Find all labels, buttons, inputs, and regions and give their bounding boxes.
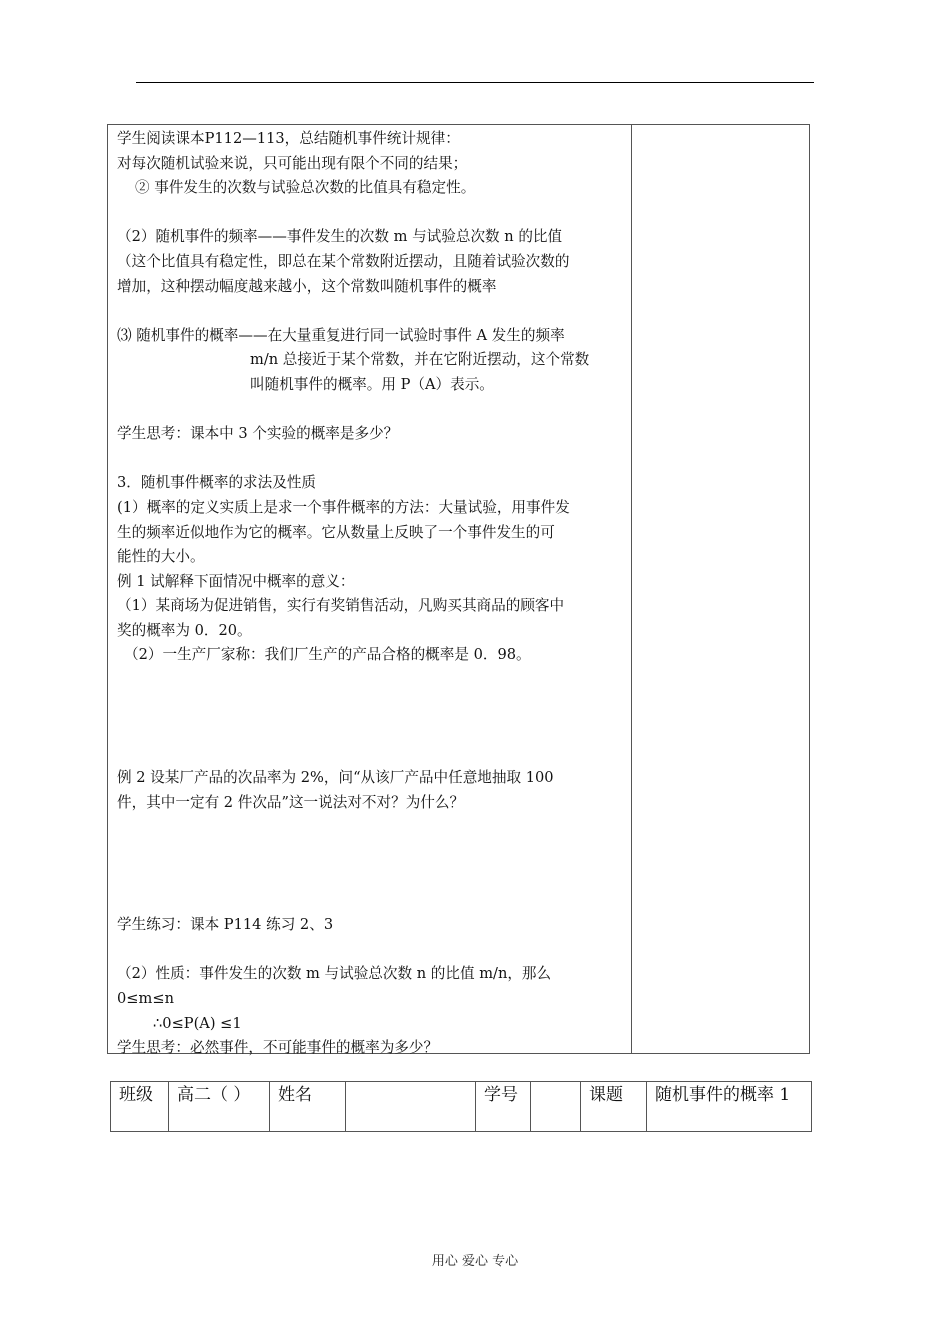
text-line: （这个比值具有稳定性，即总在某个常数附近摆动，且随着试验次数的	[117, 252, 570, 270]
text-line: 例 1 试解释下面情况中概率的意义：	[117, 572, 355, 590]
topic-label: 课题	[581, 1082, 647, 1132]
student-info-table	[110, 1081, 812, 1132]
text-line: 能性的大小。	[117, 548, 205, 566]
text-line: (1）概率的定义实质上是求一个事件概率的方法：大量试验，用事件发	[117, 498, 570, 516]
text-line: 例 2 设某厂产品的次品率为 2%，问“从该厂产品中任意地抽取 100	[117, 769, 554, 787]
text-line: 对每次随机试验来说，只可能出现有限个不同的结果；	[117, 154, 468, 172]
text-line: 3．随机事件概率的求法及性质	[117, 474, 317, 492]
text-line: 增加，这种摆动幅度越来越小，这个常数叫随机事件的概率	[117, 277, 497, 295]
text-line: 叫随机事件的概率。用 P（A）表示。	[250, 375, 494, 393]
text-line: 0≤m≤n	[117, 990, 174, 1008]
text-line: ② 事件发生的次数与试验总次数的比值具有稳定性。	[135, 179, 476, 197]
column-divider	[631, 125, 632, 1053]
page-footer: 用心 爱心 专心	[431, 1254, 519, 1269]
name-value	[346, 1082, 476, 1132]
class-value: 高二（ ）	[169, 1082, 270, 1132]
text-line: （1）某商场为促进销售，实行有奖销售活动，凡购买其商品的顾客中	[117, 597, 565, 615]
class-label: 班级	[111, 1082, 169, 1132]
text-line: （2）性质：事件发生的次数 m 与试验总次数 n 的比值 m/n，那么	[117, 965, 552, 983]
text-line: （2）随机事件的频率——事件发生的次数 m 与试验总次数 n 的比值	[117, 228, 563, 246]
text-line: ∴0≤P(A) ≤1	[153, 1014, 242, 1032]
lesson-content	[117, 127, 625, 1061]
student-number-label: 学号	[476, 1082, 531, 1132]
text-line: 学生练习：课本 P114 练习 2、3	[117, 916, 334, 934]
name-label: 姓名	[270, 1082, 346, 1132]
text-line: 学生思考：课本中 3 个实验的概率是多少？	[117, 425, 399, 443]
student-number-value	[531, 1082, 581, 1132]
lesson-table	[107, 124, 810, 1057]
text-line: m/n 总接近于某个常数，并在它附近摆动，这个常数	[250, 351, 590, 369]
text-line: （2）一生产厂家称：我们厂生产的产品合格的概率是 0．98。	[124, 646, 531, 664]
text-line: 生的频率近似地作为它的概率。它从数量上反映了一个事件发生的可	[117, 523, 555, 541]
text-line: ⑶ 随机事件的概率——在大量重复进行同一试验时事件 A 发生的频率	[117, 326, 565, 344]
header-rule	[136, 82, 814, 83]
text-line: 学生思考：必然事件，不可能事件的概率为多少？	[117, 1039, 439, 1057]
text-line: 奖的概率为 0．20。	[117, 621, 252, 639]
text-line: 件，其中一定有 2 件次品”这一说法对不对？为什么？	[117, 793, 465, 811]
topic-value: 随机事件的概率 1	[647, 1082, 812, 1132]
text-line: 学生阅读课本P112—113，总结随机事件统计规律：	[117, 130, 460, 147]
